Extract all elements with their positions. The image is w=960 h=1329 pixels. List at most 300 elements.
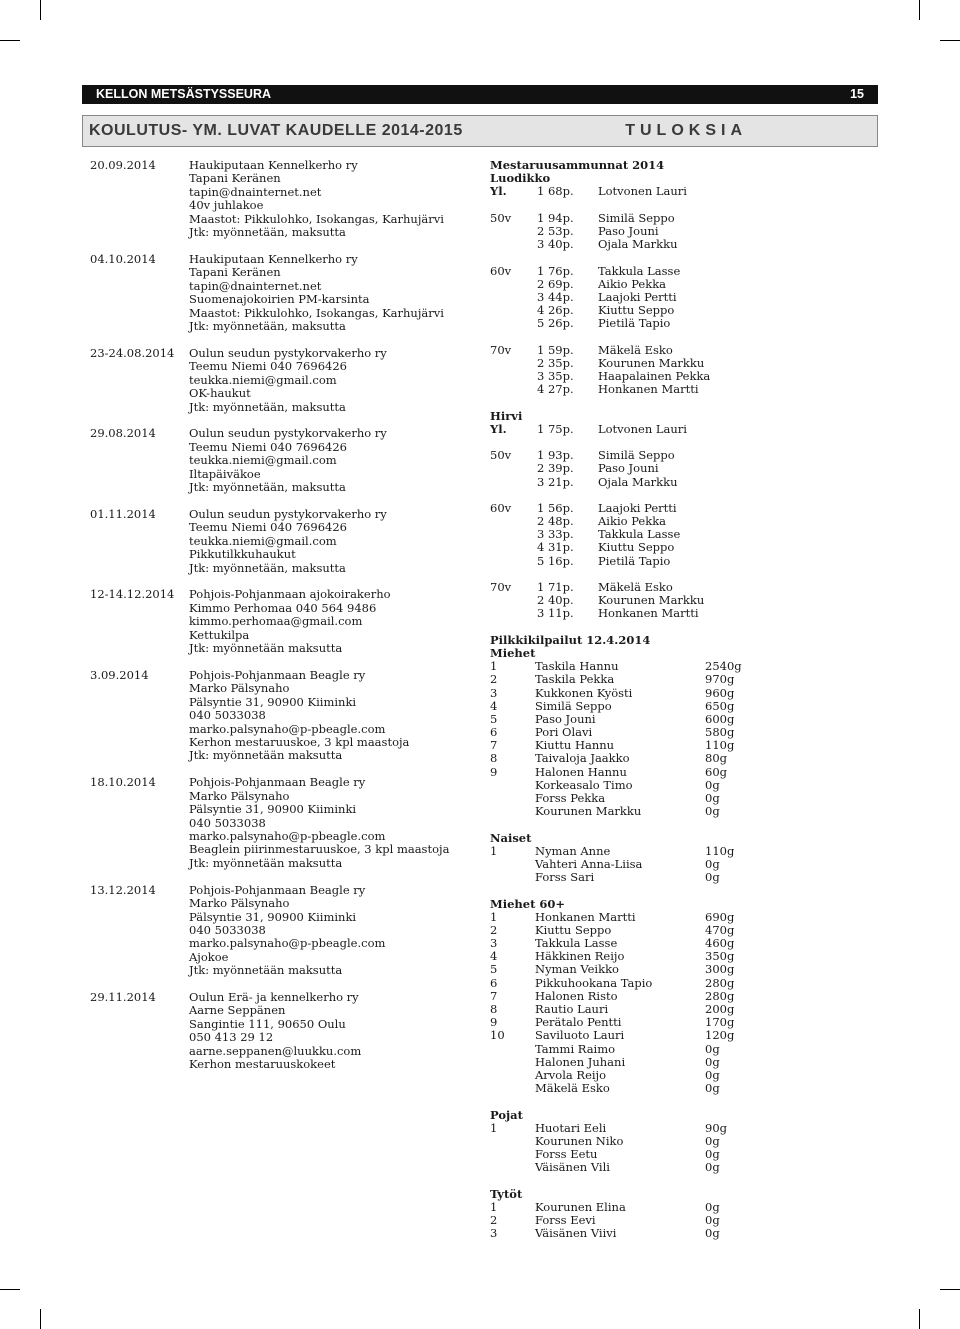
event-line: Jtk: myönnetään, maksutta <box>189 225 346 240</box>
event-line: 050 413 29 12 <box>189 1030 274 1045</box>
result-row <box>490 383 880 396</box>
competitor-name: Forss Sari <box>535 870 595 885</box>
result-row <box>490 317 880 330</box>
score: 2 35p. <box>537 355 574 370</box>
competitor-name: Saviluoto Lauri <box>535 1028 625 1043</box>
weight: 0g <box>705 777 720 792</box>
weight: 90g <box>705 1120 727 1135</box>
result-row <box>490 805 880 818</box>
event-date: 18.10.2014 <box>90 775 156 790</box>
competitor-name: Halonen Risto <box>535 988 618 1003</box>
result-row <box>490 238 880 251</box>
weight: 650g <box>705 698 735 713</box>
score: 3 21p. <box>537 474 574 489</box>
shooter-name: Laajoki Pertti <box>598 289 677 304</box>
spacer <box>490 1095 880 1108</box>
result-row <box>490 555 880 568</box>
score: 3 33p. <box>537 527 574 542</box>
shooter-name: Mäkelä Esko <box>598 342 673 357</box>
competitor-name: Vahteri Anna-Liisa <box>535 856 643 871</box>
event-line: 40v juhlakoe <box>189 198 264 213</box>
event-details <box>189 991 470 1071</box>
event-line: Jtk: myönnetään, maksutta <box>189 399 346 414</box>
group-heading: Naiset <box>490 830 532 845</box>
event-line: Kerhon mestaruuskoe, 3 kpl maastoja <box>189 735 410 750</box>
shooter-name: Similä Seppo <box>598 448 675 463</box>
competitor-name: Taskila Pekka <box>535 672 615 687</box>
shooter-name: Lotvonen Lauri <box>598 184 687 199</box>
event-entry <box>90 588 470 655</box>
weight: 0g <box>705 791 720 805</box>
event-line: Suomenajokoirien PM-karsinta <box>189 292 370 307</box>
score: 1 94p. <box>537 210 574 225</box>
placement: 7 <box>490 988 498 1003</box>
shooter-name: Takkula Lasse <box>598 527 681 542</box>
weight: 0g <box>705 804 720 819</box>
weight: 460g <box>705 936 735 951</box>
event-date: 01.11.2014 <box>90 506 156 521</box>
crop-mark <box>919 0 920 20</box>
event-line: Maastot: Pikkulohko, Isokangas, Karhujärvi <box>189 211 444 226</box>
competitor-name: Kourunen Niko <box>535 1133 624 1148</box>
event-line: Oulun Erä- ja kennelkerho ry <box>189 990 359 1005</box>
competitor-name: Kukkonen Kyösti <box>535 685 633 700</box>
competitor-name: Pori Olavi <box>535 725 593 740</box>
results-title: Mestaruusammunnat 2014 <box>490 158 665 172</box>
competitor-name: Forss Eevi <box>535 1213 596 1227</box>
event-line: Marko Pälsynaho <box>189 681 290 696</box>
events-list <box>90 159 470 1085</box>
event-line: 040 5033038 <box>189 922 266 937</box>
score: 2 69p. <box>537 276 574 291</box>
result-row <box>490 871 880 884</box>
event-line: Oulun seudun pystykorvakerho ry <box>189 345 387 360</box>
page-title: KOULUTUS- YM. LUVAT KAUDELLE 2014-2015 <box>89 122 463 139</box>
competitor-name: Huotari Eeli <box>535 1120 607 1135</box>
competitor-name: Honkanen Martti <box>535 909 636 924</box>
event-entry <box>90 884 470 978</box>
score: 1 76p. <box>537 263 574 278</box>
event-line: Kimmo Perhomaa 040 564 9486 <box>189 600 377 615</box>
shooter-name: Paso Jouni <box>598 223 659 238</box>
event-line: Kerhon mestaruuskokeet <box>189 1057 336 1072</box>
event-line: Marko Pälsynaho <box>189 788 290 803</box>
weight: 110g <box>705 843 735 858</box>
results-title: TULOKSIA <box>625 122 747 139</box>
group-heading: Miehet 60+ <box>490 896 566 911</box>
score: 1 71p. <box>537 580 574 594</box>
competitor-name: Korkeasalo Timo <box>535 777 633 792</box>
shooter-name: Mäkelä Esko <box>598 580 673 594</box>
class-label: 60v <box>490 500 512 515</box>
result-row <box>490 344 880 357</box>
score: 5 16p. <box>537 553 574 568</box>
weight: 280g <box>705 975 735 990</box>
event-line: Tapani Keränen <box>189 171 281 186</box>
crop-mark <box>0 1289 20 1290</box>
score: 5 26p. <box>537 316 574 331</box>
competitor-name: Arvola Reijo <box>535 1067 607 1082</box>
competitor-name: Nyman Anne <box>535 843 611 858</box>
event-date: 12-14.12.2014 <box>90 587 175 602</box>
spacer <box>490 199 880 212</box>
event-line: teukka.niemi@gmail.com <box>189 453 337 468</box>
event-line: Oulun seudun pystykorvakerho ry <box>189 426 387 441</box>
event-line: Aarne Seppänen <box>189 1003 286 1018</box>
score: 3 35p. <box>537 369 574 383</box>
placement: 6 <box>490 975 498 990</box>
score: 2 39p. <box>537 461 574 476</box>
weight: 0g <box>705 1226 720 1241</box>
section-name: KELLON METSÄSTYSSEURA <box>96 87 272 101</box>
event-line: Pohjois-Pohjanmaan Beagle ry <box>189 882 366 897</box>
weight: 0g <box>705 1133 720 1148</box>
class-label: 60v <box>490 263 512 278</box>
competitor-name: Häkkinen Reijo <box>535 949 625 964</box>
event-line: Iltapäiväkoe <box>189 466 261 481</box>
shooter-name: Paso Jouni <box>598 461 659 476</box>
event-details <box>189 776 470 870</box>
competitor-name: Kourunen Markku <box>535 804 642 819</box>
spacer <box>490 251 880 264</box>
event-entry <box>90 991 470 1071</box>
crop-mark <box>940 40 960 41</box>
event-line: Teemu Niemi 040 7696426 <box>189 359 347 374</box>
section-heading: Luodikko <box>490 171 551 186</box>
score: 3 44p. <box>537 289 574 304</box>
placement: 9 <box>490 764 498 779</box>
weight: 0g <box>705 1160 720 1175</box>
score: 1 93p. <box>537 448 574 463</box>
class-label: Yl. <box>490 421 507 436</box>
event-date: 29.08.2014 <box>90 426 156 441</box>
result-row <box>490 423 880 436</box>
result-row <box>490 963 880 976</box>
event-line: Jtk: myönnetään, maksutta <box>189 560 346 575</box>
event-line: teukka.niemi@gmail.com <box>189 372 337 387</box>
event-entry <box>90 427 470 494</box>
weight: 470g <box>705 922 735 937</box>
result-row <box>490 687 880 700</box>
section-header-bar <box>82 85 878 104</box>
shooter-name: Takkula Lasse <box>598 263 681 278</box>
event-line: teukka.niemi@gmail.com <box>189 533 337 548</box>
weight: 80g <box>705 751 727 766</box>
shooter-name: Haapalainen Pekka <box>598 369 711 383</box>
weight: 0g <box>705 856 720 871</box>
competitor-name: Takkula Lasse <box>535 936 618 951</box>
placement: 8 <box>490 751 498 766</box>
shooter-name: Aikio Pekka <box>598 276 667 291</box>
result-row <box>490 462 880 475</box>
event-line: Pikkutilkkuhaukut <box>189 547 296 562</box>
competitor-name: Mäkelä Esko <box>535 1081 610 1096</box>
event-line: Haukiputaan Kennelkerho ry <box>189 251 358 266</box>
competitor-name: Forss Pekka <box>535 791 606 805</box>
group-heading: Tytöt <box>490 1186 523 1201</box>
class-label: 50v <box>490 448 512 463</box>
event-details <box>189 253 470 333</box>
event-line: Kettukilpa <box>189 627 250 642</box>
competitor-name: Nyman Veikko <box>535 962 619 977</box>
event-line: Tapani Keränen <box>189 265 281 280</box>
score: 1 56p. <box>537 500 574 515</box>
shooter-name: Pietilä Tapio <box>598 316 671 331</box>
competitor-name: Pikkuhookana Tapio <box>535 975 653 990</box>
group-heading: Miehet <box>490 645 536 660</box>
event-date: 29.11.2014 <box>90 990 156 1005</box>
weight: 970g <box>705 672 735 687</box>
result-row <box>490 845 880 858</box>
event-date: 3.09.2014 <box>90 668 149 682</box>
placement: 5 <box>490 962 498 977</box>
event-line: Pälsyntie 31, 90900 Kiiminki <box>189 802 357 817</box>
shooter-name: Ojala Markku <box>598 237 678 252</box>
event-entry <box>90 669 470 763</box>
score: 4 26p. <box>537 303 574 318</box>
event-entry <box>90 159 470 239</box>
competitor-name: Halonen Juhani <box>535 1054 626 1069</box>
group-heading: Pojat <box>490 1107 523 1122</box>
result-row <box>490 673 880 686</box>
shooter-name: Pietilä Tapio <box>598 553 671 568</box>
shooter-name: Laajoki Pertti <box>598 500 677 515</box>
placement: 2 <box>490 922 498 937</box>
weight: 0g <box>705 1147 720 1162</box>
placement: 4 <box>490 698 498 713</box>
weight: 60g <box>705 764 727 779</box>
event-line: Marko Pälsynaho <box>189 896 290 911</box>
event-line: Jtk: myönnetään maksutta <box>189 641 343 656</box>
shooter-name: Kourunen Markku <box>598 593 705 608</box>
event-line: Jtk: myönnetään maksutta <box>189 963 343 978</box>
competitor-name: Kiuttu Hannu <box>535 738 615 753</box>
weight: 110g <box>705 738 735 753</box>
weight: 0g <box>705 1054 720 1069</box>
weight: 200g <box>705 1002 735 1016</box>
title-bar <box>82 115 878 147</box>
event-line: Pohjois-Pohjanmaan Beagle ry <box>189 668 366 682</box>
event-entry <box>90 347 470 414</box>
placement: 4 <box>490 949 498 964</box>
result-row <box>490 752 880 765</box>
event-details <box>189 427 470 494</box>
placement: 1 <box>490 659 498 674</box>
result-row <box>490 212 880 225</box>
weight: 170g <box>705 1015 735 1030</box>
event-entry <box>90 776 470 870</box>
result-row <box>490 541 880 554</box>
shooter-name: Lotvonen Lauri <box>598 421 687 436</box>
weight: 0g <box>705 1041 720 1056</box>
score: 1 59p. <box>537 342 574 357</box>
score: 3 11p. <box>537 606 574 621</box>
placement: 1 <box>490 1120 498 1135</box>
competitor-name: Taivaloja Jaakko <box>535 751 630 766</box>
result-row <box>490 1161 880 1174</box>
result-row <box>490 1082 880 1095</box>
event-line: 040 5033038 <box>189 708 266 723</box>
weight: 120g <box>705 1028 735 1043</box>
score: 2 40p. <box>537 593 574 608</box>
result-row <box>490 1056 880 1069</box>
weight: 600g <box>705 711 735 726</box>
event-details <box>189 159 470 239</box>
shooter-name: Honkanen Martti <box>598 382 699 397</box>
result-row <box>490 1029 880 1042</box>
spacer <box>490 818 880 831</box>
result-row <box>490 766 880 779</box>
placement: 3 <box>490 685 498 700</box>
event-line: marko.palsynaho@p-pbeagle.com <box>189 721 386 736</box>
event-line: Jtk: myönnetään, maksutta <box>189 480 346 495</box>
placement: 3 <box>490 1226 498 1241</box>
event-date: 23-24.08.2014 <box>90 345 175 360</box>
placement: 5 <box>490 711 498 726</box>
competitor-name: Väisänen Viivi <box>535 1226 617 1241</box>
event-details <box>189 884 470 978</box>
score: 2 48p. <box>537 514 574 529</box>
class-label: 50v <box>490 210 512 225</box>
competitor-name: Väisänen Vili <box>535 1160 610 1175</box>
crop-mark <box>940 1289 960 1290</box>
event-date: 13.12.2014 <box>90 882 156 897</box>
placement: 1 <box>490 843 498 858</box>
placement: 8 <box>490 1002 498 1016</box>
competitor-name: Kiuttu Seppo <box>535 922 612 937</box>
shooter-name: Kiuttu Seppo <box>598 540 675 555</box>
pilkki-title: Pilkkikilpailut 12.4.2014 <box>490 632 651 647</box>
spacer <box>490 621 880 634</box>
shooter-name: Ojala Markku <box>598 474 678 489</box>
event-line: Oulun seudun pystykorvakerho ry <box>189 506 387 521</box>
shooter-name: Similä Seppo <box>598 210 675 225</box>
placement: 1 <box>490 909 498 924</box>
event-line: Pälsyntie 31, 90900 Kiiminki <box>189 694 357 709</box>
shooter-name: Aikio Pekka <box>598 514 667 529</box>
weight: 0g <box>705 1213 720 1227</box>
placement: 2 <box>490 1213 498 1227</box>
event-line: tapin@dnainternet.net <box>189 184 322 199</box>
score: 4 31p. <box>537 540 574 555</box>
placement: 7 <box>490 738 498 753</box>
weight: 960g <box>705 685 735 700</box>
event-line: Teemu Niemi 040 7696426 <box>189 439 347 454</box>
section-heading: Hirvi <box>490 408 523 423</box>
placement: 10 <box>490 1028 505 1043</box>
weight: 2540g <box>705 659 742 674</box>
result-row <box>490 700 880 713</box>
score: 3 40p. <box>537 237 574 252</box>
result-row <box>490 607 880 620</box>
shooter-name: Honkanen Martti <box>598 606 699 621</box>
result-row <box>490 185 880 198</box>
event-line: marko.palsynaho@p-pbeagle.com <box>189 936 386 951</box>
competitor-name: Taskila Hannu <box>535 659 619 674</box>
placement: 9 <box>490 1015 498 1030</box>
event-details <box>189 508 470 575</box>
score: 4 27p. <box>537 382 574 397</box>
event-details <box>189 347 470 414</box>
shooter-name: Kiuttu Seppo <box>598 303 675 318</box>
result-row <box>490 476 880 489</box>
class-label: 70v <box>490 580 512 594</box>
weight: 690g <box>705 909 735 924</box>
event-line: Ajokoe <box>189 949 229 964</box>
placement: 3 <box>490 936 498 951</box>
event-line: 040 5033038 <box>189 815 266 830</box>
event-line: OK-haukut <box>189 386 251 401</box>
competitor-name: Similä Seppo <box>535 698 612 713</box>
placement: 1 <box>490 1199 498 1214</box>
event-line: tapin@dnainternet.net <box>189 278 322 293</box>
event-line: Jtk: myönnetään, maksutta <box>189 318 346 333</box>
event-line: Pohjois-Pohjanmaan Beagle ry <box>189 775 366 790</box>
event-line: Pälsyntie 31, 90900 Kiiminki <box>189 909 357 924</box>
event-line: Teemu Niemi 040 7696426 <box>189 520 347 535</box>
event-line: Maastot: Pikkulohko, Isokangas, Karhujärvi <box>189 305 444 320</box>
weight: 350g <box>705 949 735 964</box>
result-row <box>490 1122 880 1135</box>
event-date: 20.09.2014 <box>90 158 156 172</box>
event-details <box>189 669 470 763</box>
spacer <box>490 884 880 897</box>
score: 1 68p. <box>537 184 574 199</box>
result-row <box>490 911 880 924</box>
event-line: Jtk: myönnetään maksutta <box>189 748 343 763</box>
competitor-name: Rautio Lauri <box>535 1002 609 1016</box>
result-row <box>490 977 880 990</box>
spacer <box>490 489 880 502</box>
spacer <box>490 330 880 343</box>
page-number: 15 <box>850 87 864 101</box>
event-line: Pohjois-Pohjanmaan ajokoirakerho <box>189 587 391 602</box>
crop-mark <box>0 40 20 41</box>
weight: 0g <box>705 1199 720 1214</box>
event-line: Beaglein piirinmestaruuskoe, 3 kpl maastoja <box>189 842 450 857</box>
score: 2 53p. <box>537 223 574 238</box>
event-line: Sangintie 111, 90650 Oulu <box>189 1016 346 1031</box>
crop-mark <box>919 1309 920 1329</box>
event-entry <box>90 253 470 333</box>
crop-mark <box>40 1309 41 1329</box>
placement: 6 <box>490 725 498 740</box>
results-column <box>490 159 880 1240</box>
weight: 580g <box>705 725 735 740</box>
result-row <box>490 1043 880 1056</box>
event-entry <box>90 508 470 575</box>
result-row <box>490 265 880 278</box>
competitor-name: Halonen Hannu <box>535 764 627 779</box>
placement: 2 <box>490 672 498 687</box>
competitor-name: Forss Eetu <box>535 1147 598 1162</box>
weight: 0g <box>705 1067 720 1082</box>
event-date: 04.10.2014 <box>90 251 156 266</box>
score: 1 75p. <box>537 421 574 436</box>
competitor-name: Kourunen Elina <box>535 1199 626 1214</box>
result-row <box>490 1227 880 1240</box>
event-line: Haukiputaan Kennelkerho ry <box>189 158 358 172</box>
weight: 280g <box>705 988 735 1003</box>
class-label: Yl. <box>490 184 507 199</box>
event-line: marko.palsynaho@p-pbeagle.com <box>189 828 386 843</box>
weight: 300g <box>705 962 735 977</box>
event-line: aarne.seppanen@luukku.com <box>189 1043 362 1058</box>
class-label: 70v <box>490 342 512 357</box>
event-line: Jtk: myönnetään maksutta <box>189 855 343 870</box>
competitor-name: Paso Jouni <box>535 711 596 726</box>
crop-mark <box>40 0 41 20</box>
